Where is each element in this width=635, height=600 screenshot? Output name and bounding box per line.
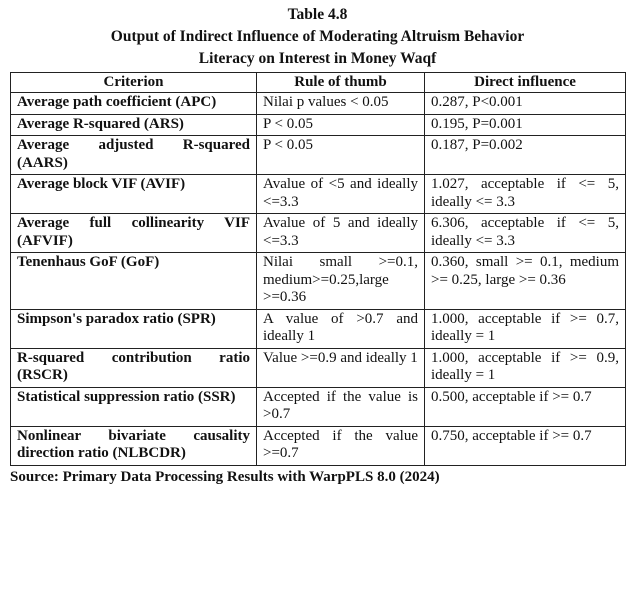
table-row: [11, 426, 626, 465]
header-rule-of-thumb: Rule of thumb: [257, 73, 425, 93]
rule-cell: P < 0.05: [257, 136, 425, 175]
table-header-row: [11, 73, 626, 93]
criterion-cell: R-squared contribution ratio (RSCR): [11, 348, 257, 387]
table-row: [11, 309, 626, 348]
direct-influence-cell: 0.360, small >= 0.1, medium >= 0.25, large >= 0.36: [425, 253, 626, 310]
table-row: [11, 348, 626, 387]
direct-influence-cell: 0.195, P=0.001: [425, 114, 626, 136]
rule-cell: Avalue of <5 and ideally <=3.3: [257, 175, 425, 214]
criterion-cell: Average block VIF (AVIF): [11, 175, 257, 214]
table-caption: [10, 0, 625, 70]
table-row: [11, 114, 626, 136]
table-row: [11, 136, 626, 175]
direct-influence-cell: 1.000, acceptable if >= 0.9, ideally = 1: [425, 348, 626, 387]
rule-cell: P < 0.05: [257, 114, 425, 136]
rule-cell: Accepted if the value is >0.7: [257, 387, 425, 426]
direct-influence-cell: 0.750, acceptable if >= 0.7: [425, 426, 626, 465]
header-direct-influence: Direct influence: [425, 73, 626, 93]
criterion-cell: Nonlinear bivariate causality direction ratio (NLBCDR): [11, 426, 257, 465]
direct-influence-cell: 0.187, P=0.002: [425, 136, 626, 175]
direct-influence-cell: 0.287, P<0.001: [425, 93, 626, 115]
rule-cell: Accepted if the value >=0.7: [257, 426, 425, 465]
criterion-cell: Average path coefficient (APC): [11, 93, 257, 115]
criterion-cell: Simpson's paradox ratio (SPR): [11, 309, 257, 348]
direct-influence-cell: 6.306, acceptable if <= 5, ideally <= 3.3: [425, 214, 626, 253]
direct-influence-cell: 0.500, acceptable if >= 0.7: [425, 387, 626, 426]
rule-cell: A value of >0.7 and ideally 1: [257, 309, 425, 348]
table-title-line-2: Literacy on Interest in Money Waqf: [198, 50, 437, 67]
direct-influence-cell: 1.000, acceptable if >= 0.7, ideally = 1: [425, 309, 626, 348]
criterion-cell: Tenenhaus GoF (GoF): [11, 253, 257, 310]
rule-cell: Nilai small >=0.1, medium>=0.25,large >=0.36: [257, 253, 425, 310]
table-row: [11, 253, 626, 310]
source-note: Source: Primary Data Processing Results with WarpPLS 8.0 (2024): [10, 468, 440, 485]
table-title-line-1: Output of Indirect Influence of Moderating Altruism Behavior: [110, 28, 525, 45]
table-row: [11, 387, 626, 426]
table-number: Table 4.8: [287, 6, 348, 23]
table-row: [11, 175, 626, 214]
criterion-cell: Average full collinearity VIF (AFVIF): [11, 214, 257, 253]
rule-cell: Avalue of 5 and ideally <=3.3: [257, 214, 425, 253]
table-row: [11, 214, 626, 253]
rule-cell: Value >=0.9 and ideally 1: [257, 348, 425, 387]
table-row: [11, 93, 626, 115]
criteria-table: [10, 72, 626, 466]
criterion-cell: Statistical suppression ratio (SSR): [11, 387, 257, 426]
direct-influence-cell: 1.027, acceptable if <= 5, ideally <= 3.3: [425, 175, 626, 214]
rule-cell: Nilai p values < 0.05: [257, 93, 425, 115]
criterion-cell: Average adjusted R-squared (AARS): [11, 136, 257, 175]
header-criterion: Criterion: [11, 73, 257, 93]
criterion-cell: Average R-squared (ARS): [11, 114, 257, 136]
